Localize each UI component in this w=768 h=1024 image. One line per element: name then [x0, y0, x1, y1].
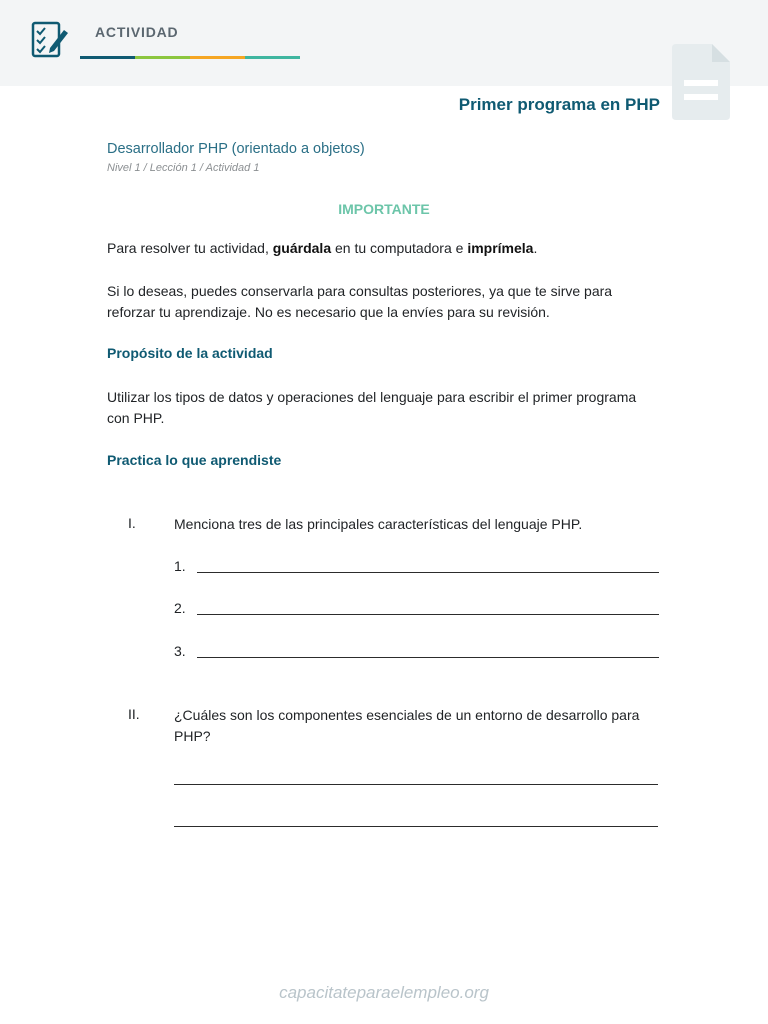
purpose-text: Utilizar los tipos de datos y operaciones del lenguaje para escribir el primer programa con PHP.: [107, 389, 637, 426]
question-numeral: II.: [128, 706, 140, 722]
answer-line[interactable]: [174, 784, 658, 785]
answer-line[interactable]: [174, 826, 658, 827]
instruction-text: en tu computadora e: [331, 240, 468, 256]
practice-heading: Practica lo que aprendiste: [107, 452, 282, 468]
course-name: Desarrollador PHP (orientado a objetos): [107, 141, 365, 157]
header-rule: [80, 56, 300, 59]
instruction-bold: imprímela: [467, 240, 534, 256]
important-heading: IMPORTANTE: [338, 201, 430, 217]
header-label: ACTIVIDAD: [95, 24, 179, 40]
rule-segment: [190, 56, 245, 59]
answer-number: 3.: [174, 643, 186, 659]
answer-line[interactable]: [197, 614, 659, 615]
footer-url: capacitateparaelempleo.org: [279, 983, 489, 1002]
rule-segment: [245, 56, 300, 59]
rule-segment: [135, 56, 190, 59]
page-title: Primer programa en PHP: [458, 95, 660, 114]
breadcrumb: Nivel 1 / Lección 1 / Actividad 1: [107, 162, 260, 174]
header-band: [0, 0, 768, 86]
question-text: ¿Cuáles son los componentes esenciales de un entorno de desarrollo para PHP?: [174, 707, 640, 744]
question-text: Menciona tres de las principales características del lenguaje PHP.: [174, 516, 583, 532]
answer-number: 2.: [174, 600, 186, 616]
instruction-text: Para resolver tu actividad,: [107, 240, 273, 256]
purpose-heading: Propósito de la actividad: [107, 345, 273, 361]
answer-line[interactable]: [197, 657, 659, 658]
instruction-paragraph: [107, 238, 667, 259]
checklist-pencil-icon: [28, 18, 72, 62]
rule-segment: [80, 56, 135, 59]
question-numeral: I.: [128, 515, 136, 531]
instruction-text: .: [533, 240, 538, 256]
instruction-bold: guárdala: [272, 240, 332, 256]
answer-number: 1.: [174, 558, 186, 574]
document-icon: [668, 40, 734, 124]
note-paragraph: Si lo deseas, puedes conservarla para consultas posteriores, ya que te sirve para reforzar tu aprendizaje. No es necesario que la envíes para su revisión.: [107, 283, 613, 320]
answer-line[interactable]: [197, 572, 659, 573]
